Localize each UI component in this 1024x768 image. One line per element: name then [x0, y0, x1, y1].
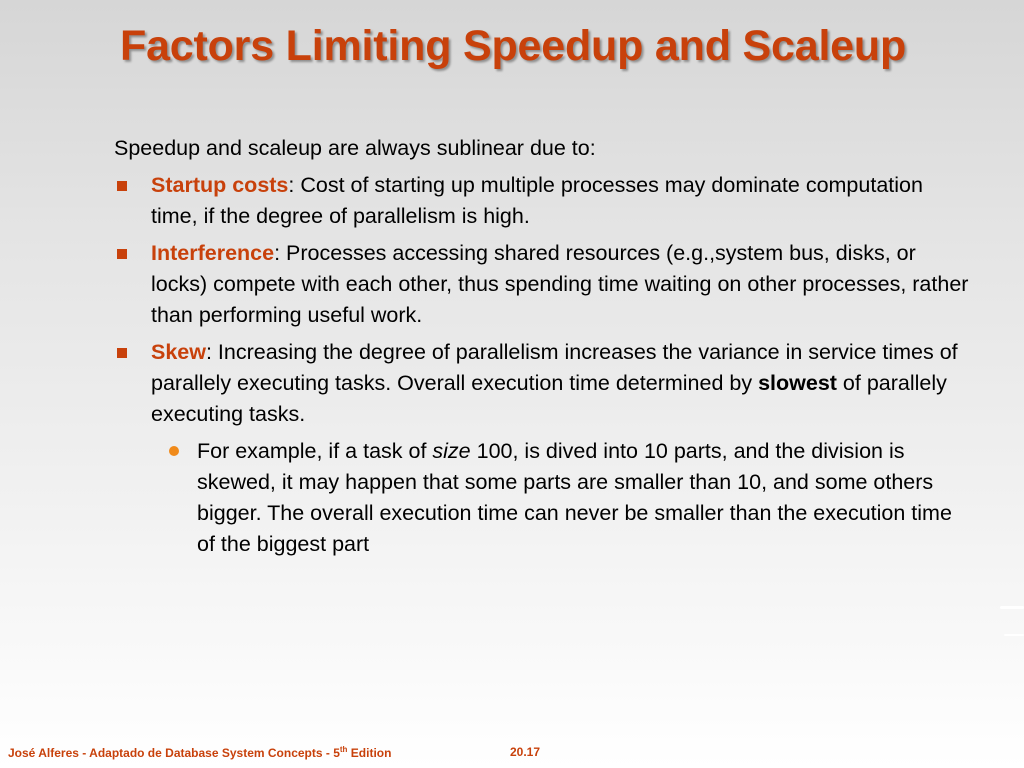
footer-edition: Edition: [347, 746, 392, 760]
sub-text-before: For example, if a task of: [197, 439, 433, 463]
bullet-term: Skew: [151, 340, 206, 364]
page-number: 20.17: [510, 745, 541, 759]
decorative-swoosh: [1004, 634, 1024, 636]
footer-sup: th: [339, 745, 348, 754]
decorative-swoosh: [1000, 606, 1024, 609]
footer-credit: [8, 745, 391, 760]
slide-title: Factors Limiting Speedup and Scaleup: [120, 22, 907, 70]
round-bullet-icon: [169, 446, 179, 456]
bullet-bold-word: slowest: [758, 371, 837, 395]
square-bullet-icon: [117, 181, 127, 191]
sub-bullet-example: [114, 436, 974, 560]
footer-text: José Alferes - Adaptado de Database System Concepts - 5: [8, 746, 340, 760]
bullet-text: : Cost of starting up multiple processes may dominate computation time, if the degree of parallelism is high.: [151, 173, 923, 228]
bullet-term: Startup costs: [151, 173, 289, 197]
square-bullet-icon: [117, 249, 127, 259]
intro-text: Speedup and scaleup are always sublinear due to:: [114, 136, 596, 160]
sub-italic-word: size: [432, 439, 471, 463]
bullet-text-before: : Increasing the degree of parallelism increases the variance in service times of parallely executing tasks. Overall execution time determined by: [151, 340, 958, 395]
slide-body: [114, 133, 974, 560]
bullet-interference: [114, 238, 974, 331]
bullet-text: : Processes accessing shared resources (e.g.,system bus, disks, or locks) compete with each other, thus spending time waiting on other processes, rather than performing useful work.: [151, 241, 969, 327]
bullet-text-after: of parallely executing tasks.: [151, 371, 947, 426]
bullet-term: Interference: [151, 241, 275, 265]
sub-text-after: 100, is dived into 10 parts, and the division is skewed, it may happen that some parts are smaller than 10, and some others bigger. The overall execution time can never be smaller than the execution time of the biggest part: [197, 439, 952, 556]
square-bullet-icon: [117, 348, 127, 358]
bullet-startup-costs: [114, 170, 974, 232]
bullet-skew: [114, 337, 974, 430]
